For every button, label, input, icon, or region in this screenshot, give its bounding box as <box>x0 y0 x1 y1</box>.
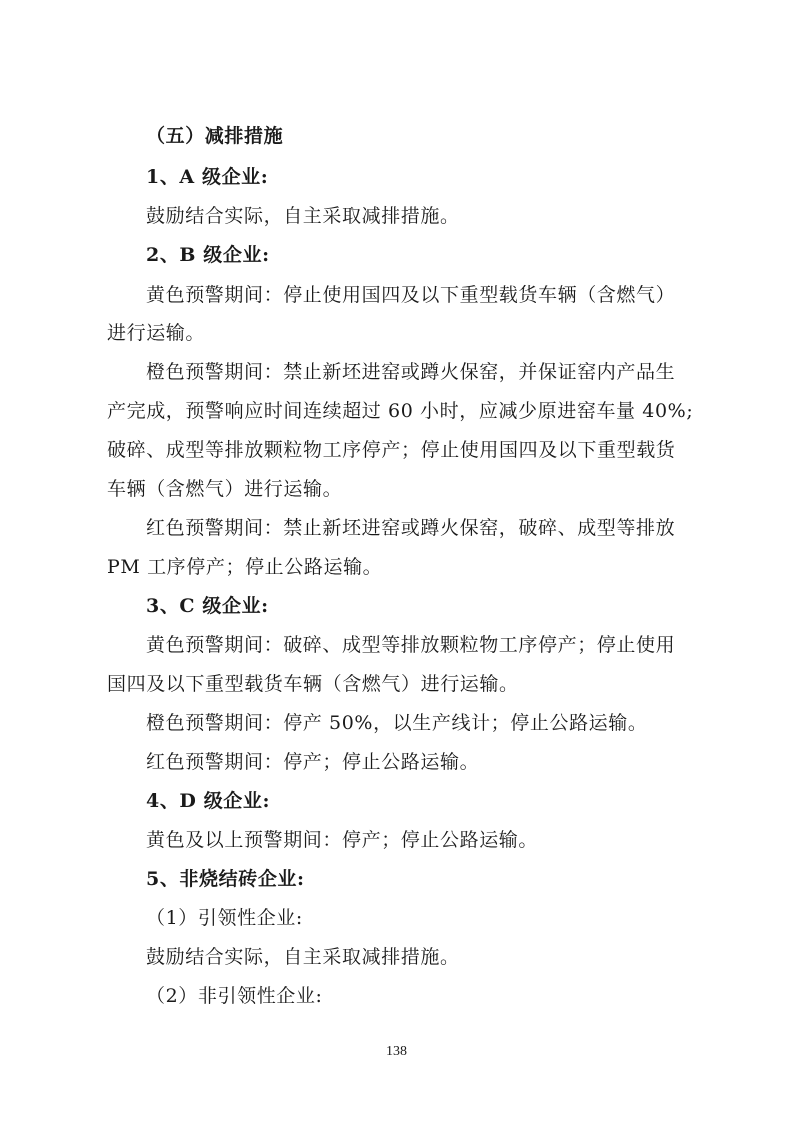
b-level-red-line1: 红色预警期间：禁止新坯进窑或蹲火保窑，破碎、成型等排放 <box>146 517 676 539</box>
b-level-yellow-line2: 进行运输。 <box>107 322 206 344</box>
c-level-red: 红色预警期间：停产；停止公路运输。 <box>146 751 480 773</box>
b-level-orange-line1: 橙色预警期间：禁止新坯进窑或蹲火保窑，并保证窑内产品生 <box>146 361 676 383</box>
b-level-orange-line3: 破碎、成型等排放颗粒物工序停产；停止使用国四及以下重型载货 <box>107 439 676 461</box>
page-number: 138 <box>386 1044 407 1059</box>
c-level-heading: 3、C 级企业: <box>146 595 269 617</box>
non-fired-leading-text: 鼓励结合实际，自主采取减排措施。 <box>146 946 460 968</box>
b-level-red-line2: PM 工序停产；停止公路运输。 <box>107 556 383 578</box>
d-level-heading: 4、D 级企业: <box>146 790 271 812</box>
a-level-heading: 1、A 级企业: <box>146 166 269 188</box>
b-level-orange-line2: 产完成，预警响应时间连续超过 60 小时，应减少原进窑车量 40%; <box>107 400 694 422</box>
non-fired-non-leading-heading: （2）非引领性企业: <box>146 985 323 1007</box>
non-fired-leading-heading: （1）引领性企业: <box>146 907 303 929</box>
section-heading: （五）减排措施 <box>146 125 284 147</box>
c-level-yellow-line2: 国四及以下重型载货车辆（含燃气）进行运输。 <box>107 673 519 695</box>
b-level-yellow-line1: 黄色预警期间：停止使用国四及以下重型载货车辆（含燃气） <box>146 284 676 306</box>
a-level-text: 鼓励结合实际，自主采取减排措施。 <box>146 205 460 227</box>
b-level-orange-line4: 车辆（含燃气）进行运输。 <box>107 478 343 500</box>
c-level-orange: 橙色预警期间：停产 50%，以生产线计；停止公路运输。 <box>146 712 648 734</box>
b-level-heading: 2、B 级企业: <box>146 244 270 266</box>
d-level-text: 黄色及以上预警期间：停产；停止公路运输。 <box>146 829 539 851</box>
c-level-yellow-line1: 黄色预警期间：破碎、成型等排放颗粒物工序停产；停止使用 <box>146 634 676 656</box>
non-fired-heading: 5、非烧结砖企业: <box>146 868 305 890</box>
